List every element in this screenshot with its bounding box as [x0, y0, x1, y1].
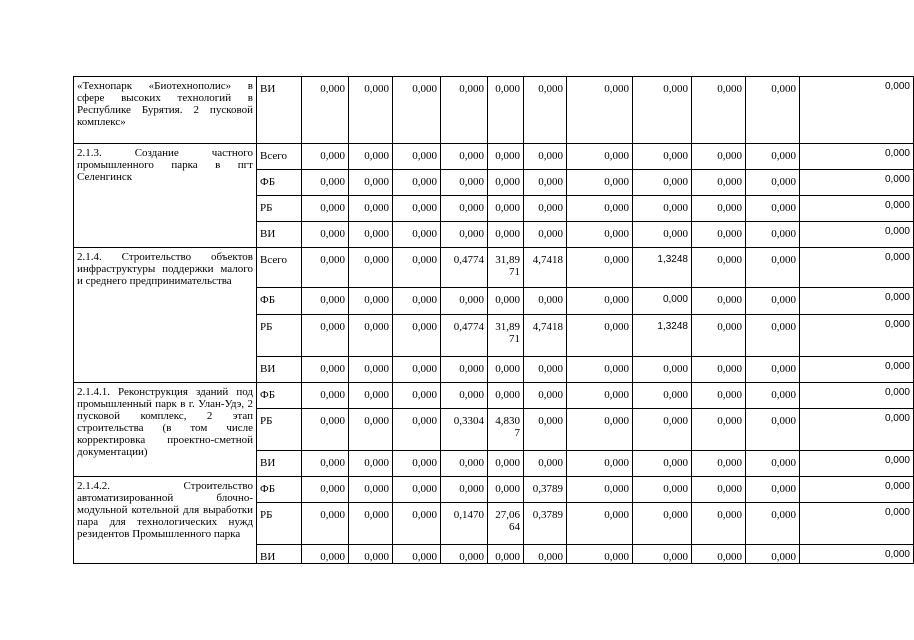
value-cell: 0,000	[302, 451, 349, 477]
value-cell: 0,000	[746, 357, 800, 383]
row-title: 2.1.4.2. Строительство автоматизированной блочно-модульной котельной для выработки пара для технологических нужд резидентов Промышленного парка	[74, 477, 257, 564]
value-cell: 0,000	[302, 357, 349, 383]
value-cell: 0,000	[633, 383, 692, 409]
value-cell: 0,000	[488, 383, 524, 409]
value-cell: 0,000	[800, 503, 914, 545]
funding-source: РБ	[257, 503, 302, 545]
value-cell: 0,000	[746, 248, 800, 288]
funding-source: ВИ	[257, 77, 302, 144]
value-cell: 0,000	[692, 315, 746, 357]
value-cell: 0,000	[349, 222, 393, 248]
value-cell: 0,000	[302, 288, 349, 315]
value-cell: 0,000	[800, 357, 914, 383]
value-cell: 0,000	[393, 222, 441, 248]
row-title: 2.1.4. Строительство объектов инфраструктуры поддержки малого и среднего предпринимательства	[74, 248, 257, 383]
value-cell: 0,000	[746, 451, 800, 477]
value-cell: 0,000	[746, 170, 800, 196]
value-cell: 0,000	[633, 357, 692, 383]
value-cell: 0,000	[633, 222, 692, 248]
value-cell: 0,000	[441, 357, 488, 383]
value-cell: 0,000	[567, 451, 633, 477]
value-cell: 1,3248	[633, 248, 692, 288]
funding-source: ФБ	[257, 170, 302, 196]
value-cell: 0,000	[800, 545, 914, 564]
value-cell: 4,7418	[524, 315, 567, 357]
value-cell: 0,1470	[441, 503, 488, 545]
value-cell: 0,000	[349, 545, 393, 564]
value-cell: 0,000	[349, 144, 393, 170]
value-cell: 0,000	[488, 288, 524, 315]
value-cell: 0,000	[441, 77, 488, 144]
value-cell: 0,000	[524, 288, 567, 315]
value-cell: 0,000	[746, 222, 800, 248]
table-row	[74, 77, 914, 144]
value-cell: 0,000	[393, 288, 441, 315]
value-cell: 0,000	[746, 545, 800, 564]
funding-source: ВИ	[257, 451, 302, 477]
value-cell: 0,000	[393, 315, 441, 357]
value-cell: 0,4774	[441, 315, 488, 357]
value-cell: 0,4774	[441, 248, 488, 288]
funding-source: Всего	[257, 144, 302, 170]
value-cell: 0,000	[746, 144, 800, 170]
value-cell: 0,000	[393, 545, 441, 564]
value-cell: 0,000	[633, 77, 692, 144]
value-cell: 0,000	[633, 451, 692, 477]
row-title: 2.1.4.1. Реконструкция зданий под промышленный парк в г. Улан-Удэ, 2 пусковой комплекс, 2 этап строительства (в том числе корректировка проектно-сметной документации)	[74, 383, 257, 477]
value-cell: 0,000	[633, 144, 692, 170]
value-cell: 0,000	[800, 222, 914, 248]
value-cell: 0,000	[633, 170, 692, 196]
value-cell: 31,8971	[488, 248, 524, 288]
value-cell: 0,000	[692, 170, 746, 196]
value-cell: 0,000	[488, 170, 524, 196]
value-cell: 0,000	[393, 451, 441, 477]
value-cell: 0,000	[524, 222, 567, 248]
value-cell: 0,000	[692, 222, 746, 248]
budget-table	[73, 76, 914, 564]
value-cell: 0,000	[524, 409, 567, 451]
value-cell: 0,000	[746, 77, 800, 144]
value-cell: 0,000	[692, 477, 746, 503]
value-cell: 0,000	[746, 477, 800, 503]
value-cell: 0,000	[800, 170, 914, 196]
value-cell: 0,000	[567, 170, 633, 196]
value-cell: 0,000	[302, 409, 349, 451]
value-cell: 0,000	[633, 409, 692, 451]
value-cell: 0,000	[692, 196, 746, 222]
value-cell: 0,000	[746, 409, 800, 451]
value-cell: 0,000	[746, 383, 800, 409]
value-cell: 1,3248	[633, 315, 692, 357]
budget-table-page	[73, 76, 910, 571]
value-cell: 0,000	[349, 503, 393, 545]
value-cell: 4,7418	[524, 248, 567, 288]
value-cell: 4,8307	[488, 409, 524, 451]
value-cell: 0,000	[488, 222, 524, 248]
value-cell: 0,000	[800, 248, 914, 288]
value-cell: 0,000	[567, 144, 633, 170]
funding-source: ВИ	[257, 357, 302, 383]
value-cell: 0,000	[302, 77, 349, 144]
value-cell: 0,000	[349, 248, 393, 288]
value-cell: 0,000	[524, 170, 567, 196]
value-cell: 0,000	[441, 144, 488, 170]
value-cell: 0,000	[349, 196, 393, 222]
funding-source: ВИ	[257, 545, 302, 564]
value-cell: 0,000	[692, 288, 746, 315]
value-cell: 0,000	[633, 545, 692, 564]
value-cell: 0,000	[567, 77, 633, 144]
value-cell: 0,000	[800, 383, 914, 409]
value-cell: 0,000	[524, 77, 567, 144]
table-row	[74, 477, 914, 503]
value-cell: 0,000	[692, 545, 746, 564]
funding-source: ФБ	[257, 383, 302, 409]
value-cell: 0,000	[567, 383, 633, 409]
table-row	[74, 383, 914, 409]
value-cell: 0,000	[349, 477, 393, 503]
value-cell: 0,000	[524, 357, 567, 383]
value-cell: 0,000	[524, 144, 567, 170]
value-cell: 0,000	[441, 383, 488, 409]
value-cell: 0,000	[441, 545, 488, 564]
value-cell: 0,000	[488, 477, 524, 503]
value-cell: 0,000	[800, 288, 914, 315]
value-cell: 0,000	[349, 77, 393, 144]
value-cell: 0,000	[302, 196, 349, 222]
value-cell: 0,000	[441, 477, 488, 503]
value-cell: 0,000	[441, 170, 488, 196]
value-cell: 0,000	[488, 144, 524, 170]
value-cell: 0,000	[567, 357, 633, 383]
value-cell: 0,000	[393, 477, 441, 503]
value-cell: 0,000	[633, 288, 692, 315]
value-cell: 0,000	[567, 315, 633, 357]
value-cell: 0,000	[393, 77, 441, 144]
value-cell: 0,000	[633, 477, 692, 503]
value-cell: 0,000	[302, 383, 349, 409]
value-cell: 0,000	[524, 545, 567, 564]
value-cell: 0,000	[393, 170, 441, 196]
row-title: 2.1.3. Создание частного промышленного парка в пгт Селенгинск	[74, 144, 257, 248]
value-cell: 0,000	[567, 503, 633, 545]
value-cell: 0,000	[800, 144, 914, 170]
funding-source: ФБ	[257, 477, 302, 503]
value-cell: 0,000	[746, 288, 800, 315]
value-cell: 0,000	[567, 248, 633, 288]
value-cell: 0,000	[393, 503, 441, 545]
value-cell: 0,000	[349, 357, 393, 383]
value-cell: 0,000	[488, 451, 524, 477]
value-cell: 0,000	[800, 315, 914, 357]
value-cell: 0,000	[692, 77, 746, 144]
value-cell: 0,3304	[441, 409, 488, 451]
value-cell: 0,000	[488, 357, 524, 383]
value-cell: 0,000	[692, 503, 746, 545]
table-body	[74, 77, 914, 564]
value-cell: 0,000	[393, 248, 441, 288]
funding-source: РБ	[257, 409, 302, 451]
value-cell: 0,000	[800, 196, 914, 222]
value-cell: 0,000	[441, 196, 488, 222]
value-cell: 0,000	[302, 222, 349, 248]
value-cell: 0,000	[567, 196, 633, 222]
value-cell: 0,000	[746, 196, 800, 222]
value-cell: 0,000	[349, 383, 393, 409]
value-cell: 0,000	[692, 144, 746, 170]
value-cell: 0,000	[302, 248, 349, 288]
value-cell: 0,000	[692, 409, 746, 451]
value-cell: 0,000	[349, 315, 393, 357]
value-cell: 0,000	[800, 409, 914, 451]
value-cell: 0,000	[692, 451, 746, 477]
value-cell: 0,000	[746, 315, 800, 357]
table-row	[74, 144, 914, 170]
value-cell: 0,000	[567, 545, 633, 564]
value-cell: 0,000	[349, 170, 393, 196]
value-cell: 0,000	[349, 409, 393, 451]
value-cell: 0,3789	[524, 503, 567, 545]
value-cell: 0,000	[302, 144, 349, 170]
value-cell: 0,000	[441, 222, 488, 248]
value-cell: 0,000	[488, 545, 524, 564]
value-cell: 0,000	[302, 503, 349, 545]
funding-source: Всего	[257, 248, 302, 288]
value-cell: 0,000	[393, 383, 441, 409]
value-cell: 0,000	[567, 222, 633, 248]
value-cell: 0,000	[441, 288, 488, 315]
value-cell: 0,000	[302, 170, 349, 196]
value-cell: 0,000	[393, 409, 441, 451]
funding-source: ФБ	[257, 288, 302, 315]
value-cell: 0,000	[800, 451, 914, 477]
value-cell: 0,000	[692, 357, 746, 383]
table-row	[74, 248, 914, 288]
value-cell: 0,000	[633, 196, 692, 222]
value-cell: 0,000	[800, 477, 914, 503]
value-cell: 0,000	[441, 451, 488, 477]
value-cell: 0,000	[692, 248, 746, 288]
row-title: «Технопарк «Биотехнополис» в сфере высоких технологий в Республике Бурятия. 2 пусковой комплекс»	[74, 77, 257, 144]
value-cell: 0,000	[633, 503, 692, 545]
value-cell: 0,000	[488, 196, 524, 222]
funding-source: РБ	[257, 196, 302, 222]
value-cell: 0,000	[524, 383, 567, 409]
value-cell: 0,000	[800, 77, 914, 144]
value-cell: 0,000	[349, 451, 393, 477]
value-cell: 0,000	[488, 77, 524, 144]
value-cell: 0,000	[524, 196, 567, 222]
value-cell: 0,000	[302, 477, 349, 503]
value-cell: 0,3789	[524, 477, 567, 503]
value-cell: 0,000	[524, 451, 567, 477]
value-cell: 0,000	[692, 383, 746, 409]
value-cell: 31,8971	[488, 315, 524, 357]
value-cell: 0,000	[349, 288, 393, 315]
funding-source: РБ	[257, 315, 302, 357]
funding-source: ВИ	[257, 222, 302, 248]
value-cell: 0,000	[567, 288, 633, 315]
value-cell: 0,000	[302, 315, 349, 357]
value-cell: 0,000	[393, 357, 441, 383]
value-cell: 0,000	[567, 409, 633, 451]
value-cell: 0,000	[746, 503, 800, 545]
value-cell: 27,0664	[488, 503, 524, 545]
value-cell: 0,000	[567, 477, 633, 503]
value-cell: 0,000	[302, 545, 349, 564]
value-cell: 0,000	[393, 144, 441, 170]
value-cell: 0,000	[393, 196, 441, 222]
